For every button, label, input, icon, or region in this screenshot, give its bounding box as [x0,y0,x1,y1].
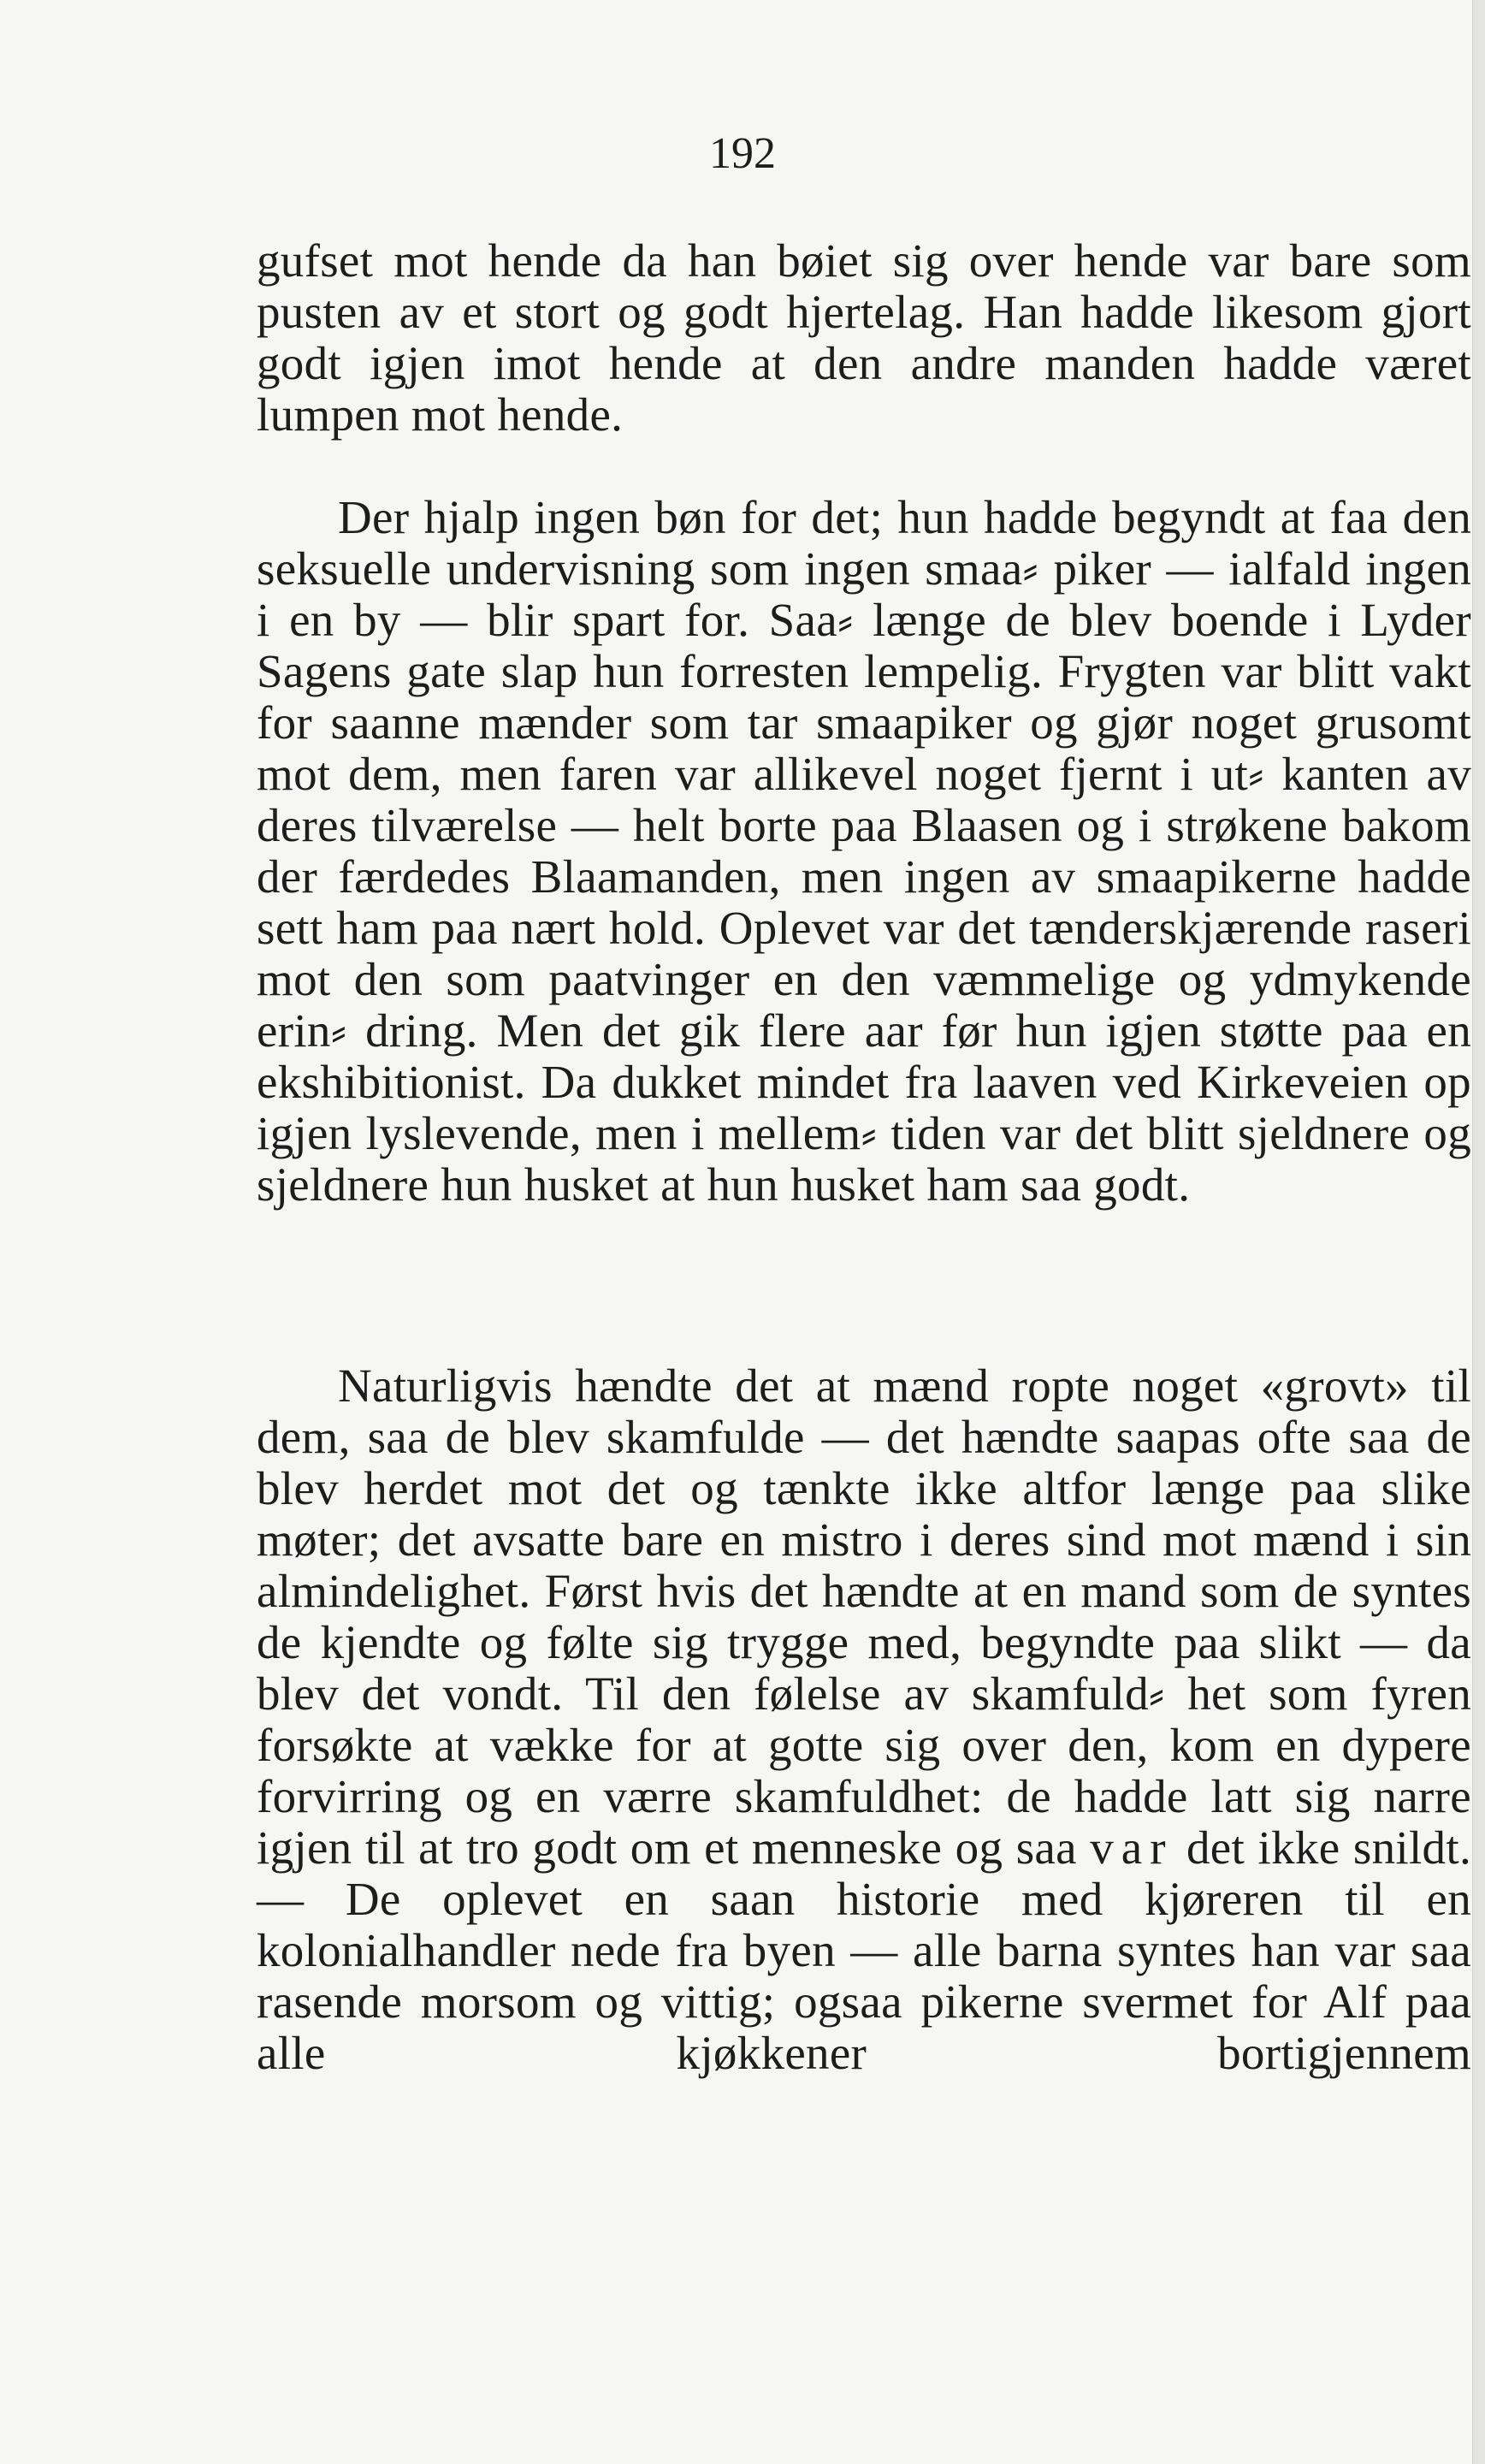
paragraph-3-spaced-word: var [1090,1821,1174,1874]
paragraph-3-text-a: Naturligvis hændte det at mænd ropte noget «grovt» til dem, saa de blev skamfulde — det hændte saapas ofte saa de blev herdet mot det og tænkte ikke altfor længe paa slike møter; det avsatte bare en mistro i deres sind mot mænd i sin almindelighet. Først hvis det hændte at en mand som de syntes de kjendte og følte sig trygge med, begyndte paa slikt — da blev det vondt. Til den følelse av skamfuld⸗ het som fyren forsøkte at vække for at gotte sig over den, kom en dypere forvirring og en værre skamfuldhet: de hadde latt sig narre igjen til at tro godt om et menneske og saa [257,1359,1471,1874]
paragraph-2-block [257,492,1471,1211]
paragraph-3 [257,1360,1471,2079]
paragraph-1-block [257,235,1471,441]
page-number: 192 [709,129,776,178]
paragraph-1: gufset mot hende da han bøiet sig over hende var bare som pusten av et stort og godt hjertelag. Han hadde likesom gjort godt igjen imot hende at den andre manden hadde været lumpen mot hende. [257,234,1471,441]
paragraph-3-text-b: det ikke snildt. — De oplevet en saan historie med kjøreren til en kolonialhandler nede fra byen — alle barna syntes han var saa rasende morsom og vittig; ogsaa pikerne svermet for Alf paa alle kjøkkener bortigjennem [257,1821,1471,2079]
paragraph-3-block [257,1360,1471,2079]
page-edge [1472,0,1485,2464]
paragraph-2: Der hjalp ingen bøn for det; hun hadde begyndt at faa den seksuelle undervisning som ingen smaa⸗ piker — ialfald ingen i en by — blir spart for. Saa⸗ længe de blev boende i Lyder Sagens gate slap hun forresten lempelig. Frygten var blitt vakt for saanne mænder som tar smaapiker og gjør noget grusomt mot dem, men faren var allikevel noget fjernt i ut⸗ kanten av deres tilværelse — helt borte paa Blaasen og i strøkene bakom der færdedes Blaamanden, men ingen av smaapikerne hadde sett ham paa nært hold. Oplevet var det tænderskjærende raseri mot den som paatvinger en den væmmelige og ydmykende erin⸗ dring. Men det gik flere aar før hun igjen støtte paa en ekshibitionist. Da dukket mindet fra laaven ved Kirkeveien op igjen lyslevende, men i mellem⸗ tiden var det blitt sjeldnere og sjeldnere hun husket at hun husket ham saa godt. [257,491,1471,1211]
